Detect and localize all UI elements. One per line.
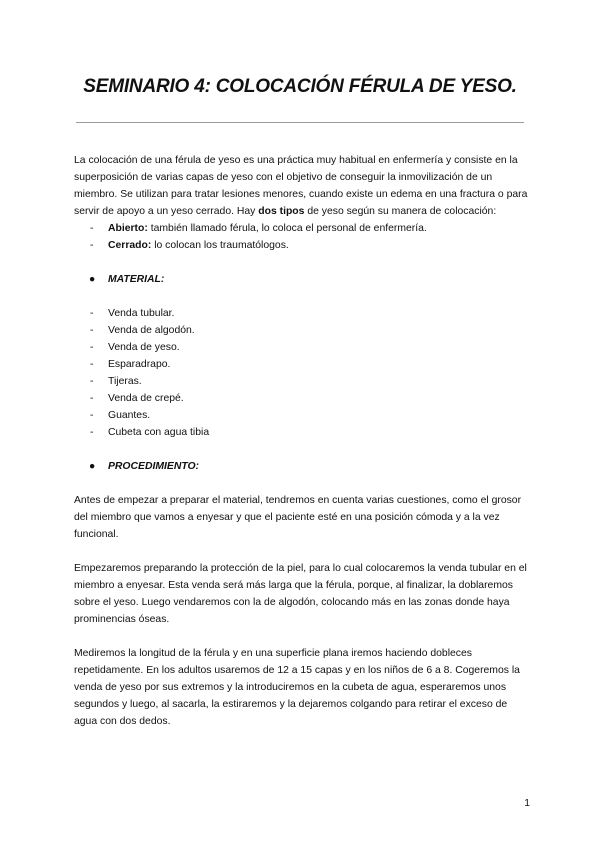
list-item: - Venda tubular. — [74, 305, 530, 322]
type-text: también llamado férula, lo coloca el personal de enfermería. — [147, 223, 427, 234]
material-heading — [74, 271, 530, 288]
procedure-heading — [74, 458, 530, 475]
page-title: SEMINARIO 4: COLOCACIÓN FÉRULA DE YESO. — [83, 76, 517, 97]
types-list — [74, 220, 530, 254]
list-item — [74, 237, 530, 254]
list-item: - Esparadrapo. — [74, 356, 530, 373]
title-divider — [76, 122, 524, 123]
page-number: 1 — [524, 798, 530, 809]
document-body — [74, 152, 530, 730]
bullet-icon: ● — [89, 274, 96, 285]
list-item: - Cubeta con agua tibia — [74, 424, 530, 441]
type-text: lo colocan los traumatólogos. — [151, 240, 289, 251]
material-list — [74, 305, 530, 441]
type-label: Cerrado: — [108, 240, 152, 251]
list-item: - Guantes. — [74, 407, 530, 424]
list-item: - Venda de algodón. — [74, 322, 530, 339]
list-item: - Venda de crepé. — [74, 390, 530, 407]
procedure-heading-text: PROCEDIMIENTO: — [108, 461, 200, 472]
intro-text-start: La colocación de una férula de yeso es una práctica muy habitual en enfermería y consiste en la superposición de varias capas de yeso con el objetivo de conseguir la inmovilización de un miembro. Se utilizan para tratar lesiones menores, cuando existe un edema en una fractura o para servir de apoyo a un yeso cerrado. Hay — [74, 155, 528, 217]
list-item: - Venda de yeso. — [74, 339, 530, 356]
procedure-paragraph: Antes de empezar a preparar el material, tendremos en cuenta varias cuestiones, como el grosor del miembro que vamos a enyesar y que el paciente esté en una posición cómoda y a la vez funcional. — [74, 495, 522, 540]
procedure-paragraph: Empezaremos preparando la protección de la piel, para lo cual colocaremos la venda tubular en el miembro a enyesar. Esta venda será más larga que la férula, porque, al finalizar, la doblaremos sobre el yeso. Luego vendaremos con la de algodón, colocando más en las zonas donde haya prominencias óseas. — [74, 563, 527, 625]
intro-text-end: de yeso según su manera de colocación: — [304, 206, 497, 217]
bullet-icon: ● — [89, 461, 96, 472]
list-item: - Tijeras. — [74, 373, 530, 390]
list-item — [74, 220, 530, 237]
procedure-paragraph: Mediremos la longitud de la férula y en una superficie plana iremos haciendo dobleces repetidamente. En los adultos usaremos de 12 a 15 capas y en los niños de 6 a 8. Cogeremos la venda de yeso por sus extremos y la introduciremos en la cubeta de agua, esperaremos unos segundos y luego, al sacarla, la estiraremos y la dejaremos colgando para retirar el exceso de agua con dos dedos. — [74, 648, 520, 727]
material-heading-text: MATERIAL: — [108, 274, 165, 285]
type-label: Abierto: — [108, 223, 148, 234]
intro-bold-text: dos tipos — [258, 206, 305, 217]
intro-paragraph — [74, 152, 530, 220]
